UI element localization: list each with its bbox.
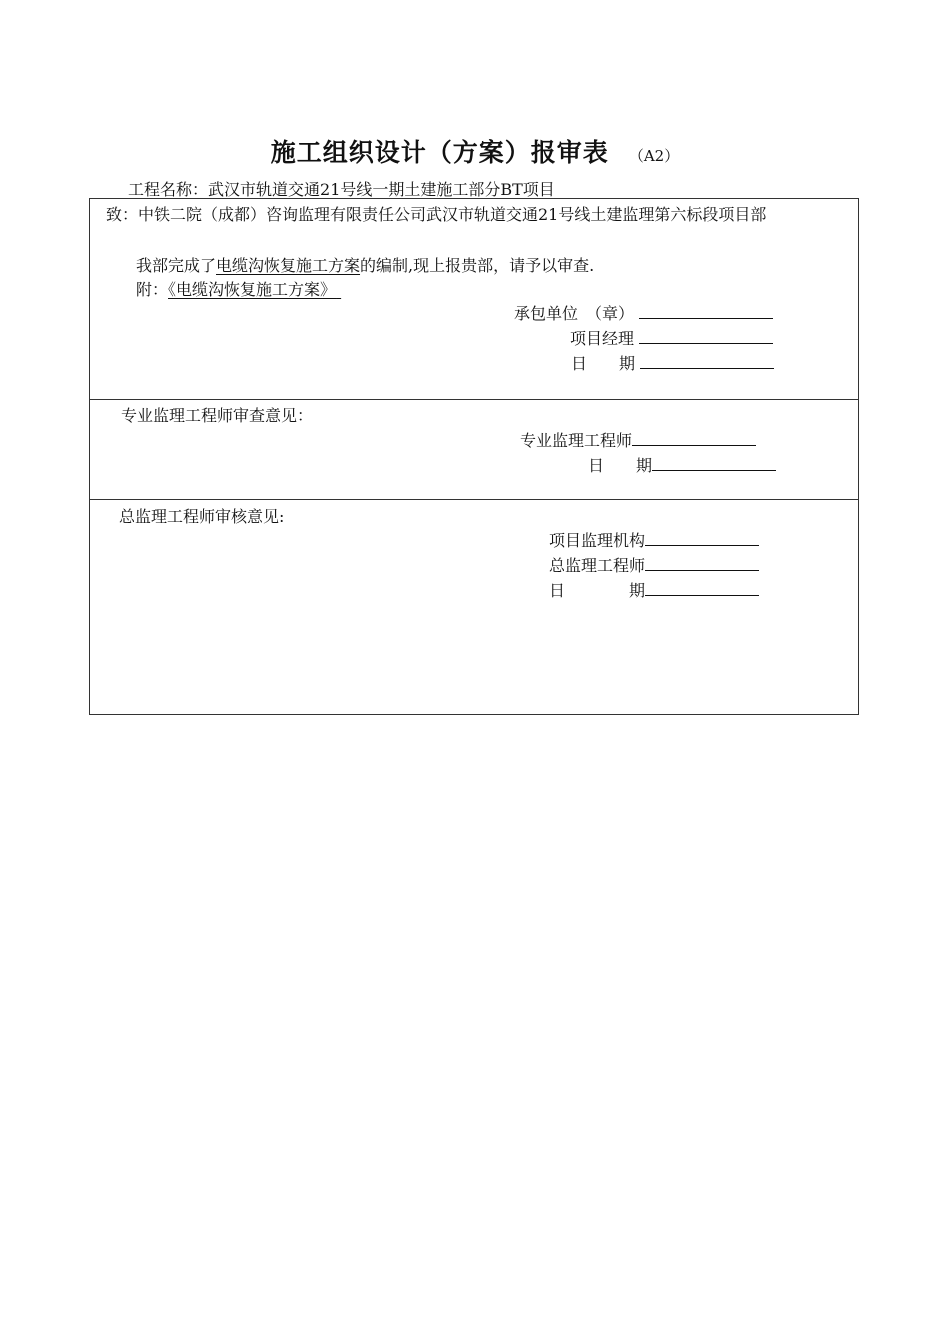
date-row bbox=[571, 351, 774, 374]
engineer-review-heading: 专业监理工程师审查意见： bbox=[121, 406, 314, 425]
engineer-label: 专业监理工程师 bbox=[520, 431, 633, 450]
attachment-underline bbox=[336, 280, 341, 299]
chief-row bbox=[549, 553, 759, 576]
org-row bbox=[549, 528, 759, 551]
engineer-signature-line[interactable] bbox=[632, 431, 756, 446]
engineer-row bbox=[520, 428, 756, 451]
org-label: 项目监理机构 bbox=[549, 531, 646, 550]
manager-signature-line[interactable] bbox=[639, 329, 773, 344]
form-code: （A2） bbox=[628, 147, 680, 165]
date-label: 日 期 bbox=[571, 354, 636, 373]
org-signature-line[interactable] bbox=[645, 531, 759, 546]
attachment-line bbox=[136, 277, 341, 300]
body-suffix: 的编制,现上报贵部，请予以审查. bbox=[360, 256, 595, 275]
project-name: 武汉市轨道交通21号线一期土建施工部分BT项目 bbox=[208, 180, 555, 199]
addressee-text: 致：中铁二院（成都）咨询监理有限责任公司武汉市轨道交通21号线土建监理第六标段项目部 bbox=[106, 205, 767, 224]
contractor-row bbox=[514, 301, 773, 324]
chief-review-section bbox=[89, 499, 859, 715]
body-prefix: 我部完成了 bbox=[136, 256, 217, 275]
chief-label: 总监理工程师 bbox=[549, 556, 646, 575]
date-line[interactable] bbox=[640, 354, 774, 369]
chief-signature-line[interactable] bbox=[645, 556, 759, 571]
engineer-date-line[interactable] bbox=[652, 456, 776, 471]
chief-date-row bbox=[549, 578, 759, 601]
project-name-line bbox=[128, 177, 555, 200]
submission-body bbox=[136, 253, 594, 276]
plan-name: 电缆沟恢复施工方案 bbox=[216, 256, 361, 275]
engineer-date-row bbox=[588, 453, 776, 476]
form-title bbox=[0, 133, 950, 169]
submission-section bbox=[89, 198, 859, 400]
title-text: 施工组织设计（方案）报审表 bbox=[270, 138, 609, 167]
manager-row bbox=[570, 326, 773, 349]
project-label: 工程名称： bbox=[128, 180, 209, 199]
attachment-label: 附： bbox=[136, 280, 169, 299]
contractor-signature-line[interactable] bbox=[639, 304, 773, 319]
chief-review-heading: 总监理工程师审核意见: bbox=[119, 507, 285, 526]
contractor-label: 承包单位 （章） bbox=[514, 304, 635, 323]
chief-date-label: 日 期 bbox=[549, 581, 646, 600]
attachment-value: 《电缆沟恢复施工方案》 bbox=[168, 280, 337, 299]
chief-date-line[interactable] bbox=[645, 581, 759, 596]
manager-label: 项目经理 bbox=[570, 329, 635, 348]
engineer-date-label: 日 期 bbox=[588, 456, 653, 475]
engineer-review-section bbox=[89, 399, 859, 500]
